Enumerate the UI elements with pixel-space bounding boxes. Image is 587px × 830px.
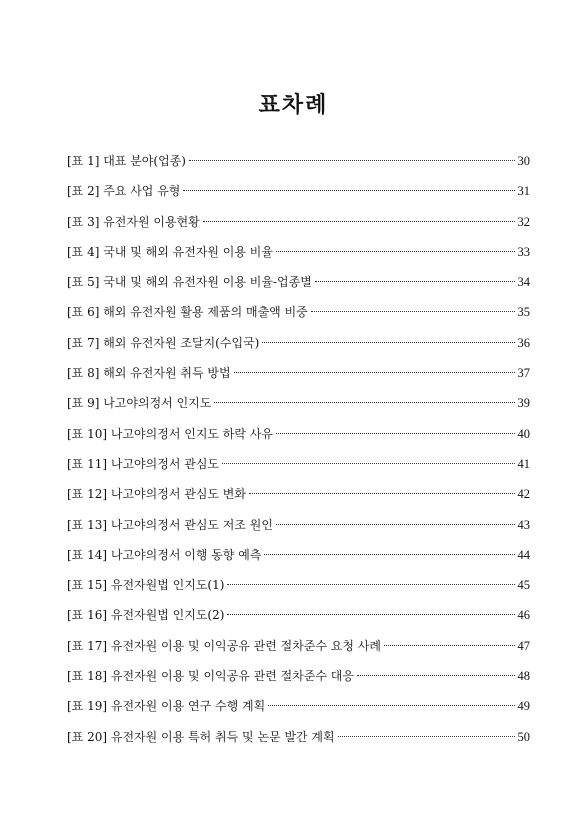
toc-item[interactable] [67,242,530,272]
toc-item[interactable] [67,181,530,211]
dot-leader [276,524,515,525]
toc-item-page: 50 [517,729,530,744]
toc-item-page: 33 [517,244,530,259]
dot-leader [222,463,515,464]
toc-item[interactable] [67,454,530,484]
toc-item[interactable] [67,515,530,545]
dot-leader [249,493,515,494]
toc-item-label: [표 6] 해외 유전자원 활용 제품의 매출액 비중 [67,305,308,320]
toc-item-label: [표 5] 국내 및 해외 유전자원 이용 비율-업종별 [67,275,312,290]
toc-item[interactable] [67,666,530,696]
toc-item[interactable] [67,363,530,393]
toc-item[interactable] [67,545,530,575]
toc-item-label: [표 3] 유전자원 이용현황 [67,214,200,229]
toc-item[interactable] [67,636,530,666]
toc-item[interactable] [67,575,530,605]
toc-item-page: 49 [517,699,530,714]
dot-leader [268,705,514,706]
toc-item[interactable] [67,333,530,363]
dot-leader [311,311,515,312]
toc-item-page: 46 [517,608,530,623]
toc-item-page: 37 [517,366,530,381]
toc-item-label: [표 17] 유전자원 이용 및 이익공유 관련 절차준수 요청 사례 [67,638,381,653]
toc-item[interactable] [67,727,530,757]
toc-item[interactable] [67,151,530,181]
table-of-contents-list [67,151,530,757]
toc-item-page: 36 [517,335,530,350]
toc-item[interactable] [67,424,530,454]
toc-item[interactable] [67,302,530,332]
toc-item-page: 34 [517,275,530,290]
toc-item-label: [표 4] 국내 및 해외 유전자원 이용 비율 [67,244,273,259]
dot-leader [227,614,514,615]
toc-item-label: [표 15] 유전자원법 인지도(1) [67,578,225,593]
toc-item-page: 32 [517,214,530,229]
toc-item-label: [표 10] 나고야의정서 인지도 하락 사유 [67,426,273,441]
dot-leader [264,554,514,555]
toc-item-page: 31 [517,184,530,199]
toc-item-label: [표 9] 나고야의정서 인지도 [67,396,212,411]
toc-item-label: [표 19] 유전자원 이용 연구 수행 계획 [67,699,266,714]
dot-leader [183,190,514,191]
toc-item-label: [표 20] 유전자원 이용 특허 취득 및 논문 발간 계획 [67,729,335,744]
dot-leader [189,160,515,161]
toc-item-label: [표 8] 해외 유전자원 취득 방법 [67,366,231,381]
toc-item-label: [표 1] 대표 분야(업종) [67,154,186,168]
toc-item-page: 44 [517,547,530,562]
toc-item[interactable] [67,605,530,635]
toc-item-label: [표 7] 해외 유전자원 조달지(수입국) [67,335,260,350]
toc-item-page: 40 [517,426,530,441]
toc-item-label: [표 16] 유전자원법 인지도(2) [67,608,225,623]
toc-item[interactable] [67,272,530,302]
toc-item[interactable] [67,696,530,726]
dot-leader [214,402,514,403]
toc-item-page: 39 [517,396,530,411]
toc-item[interactable] [67,484,530,514]
dot-leader [276,251,515,252]
dot-leader [203,221,515,222]
dot-leader [262,342,514,343]
toc-item-label: [표 14] 나고야의정서 이행 동향 예측 [67,547,262,562]
toc-item-page: 41 [517,456,530,471]
toc-item-page: 43 [517,517,530,532]
dot-leader [276,433,515,434]
dot-leader [357,675,515,676]
toc-item-label: [표 13] 나고야의정서 관심도 저조 원인 [67,517,273,532]
toc-item-page: 30 [517,154,530,168]
dot-leader [384,645,515,646]
toc-item-page: 35 [517,305,530,320]
toc-item-page: 45 [517,578,530,593]
toc-item-label: [표 18] 유전자원 이용 및 이익공유 관련 절차준수 대응 [67,669,354,684]
dot-leader [338,736,515,737]
toc-item-page: 47 [517,638,530,653]
toc-item[interactable] [67,393,530,423]
toc-item-page: 42 [517,487,530,502]
toc-item[interactable] [67,212,530,242]
dot-leader [315,281,515,282]
toc-item-label: [표 12] 나고야의정서 관심도 변화 [67,487,246,502]
toc-item-page: 48 [517,669,530,684]
toc-item-label: [표 2] 주요 사업 유형 [67,184,181,199]
toc-item-label: [표 11] 나고야의정서 관심도 [67,456,219,471]
dot-leader [227,584,514,585]
dot-leader [234,372,515,373]
page-title: 표차례 [258,92,329,118]
